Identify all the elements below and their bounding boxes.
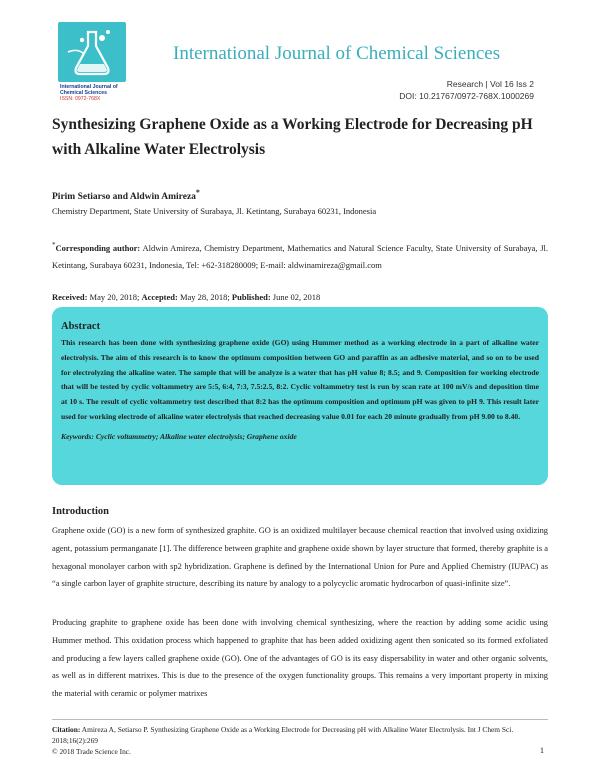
- received-date: May 20, 2018;: [89, 292, 140, 302]
- authors: [52, 188, 200, 202]
- footer-divider: [52, 719, 548, 720]
- abstract-text: This research has been done with synthesizing graphene oxide (GO) using Hummer method as a working electrode in a part of alkaline water electrolysis. The aim of this research is to know the optimum composition between GO and paraffin as an adhesive material, and so on to be used for electrolyzing the alkaline water. The sample that will be analyze is a water that has pH value 8; 8.5; and 9. Composition for working electrode that will be tested by cyclic voltammetry are 5:5, 6:4, 7:3, 7.5:2.5, 8:2. Cyclic voltammetry test is run by scan rate at 100 mV/s and deposition time at 10 s. The result of cyclic voltammetry test described that 8:2 has the optimum composition and optimum pH was given to pH 9. This result later used for working electrode of alkaline water electrolysis that reached decreasing value 0.01 for each 20 minute gradually from pH 9.00 to 8.40.: [61, 338, 539, 421]
- corresponding-author: [52, 237, 548, 274]
- logo-line-2: Chemical Sciences: [60, 90, 108, 96]
- intro-paragraph-1: Graphene oxide (GO) is a new form of synthesized graphite. GO is an oxidized multilayer because chemical reaction that involved using oxidizing agent, potassium permanganate [1]. The difference between graphite and graphene oxide shown by layer structure that formed, thereby graphite is a hexagonal monolayer carbon with sp2 hybridization. Graphene is defined by the International Union for Pure and Applied Chemistry (IUPAC) as “a single carbon layer of graphite structure, describing its nature by analogy to a polycyclic aromatic hydrocarbon of quasi-infinite size”.: [52, 526, 548, 589]
- article-title: Synthesizing Graphene Oxide as a Working Electrode for Decreasing pH with Alkaline Water Electrolysis: [52, 116, 533, 158]
- corr-mark: *: [52, 241, 56, 249]
- published-label: Published:: [231, 292, 271, 302]
- citation: [52, 724, 552, 757]
- keywords: [61, 432, 539, 441]
- author-names: Pirim Setiarso and Aldwin Amireza: [52, 192, 196, 203]
- introduction-heading: Introduction: [52, 506, 109, 517]
- article-dates: [52, 292, 320, 302]
- journal-name: International Journal of Chemical Sciences: [173, 43, 501, 64]
- article-meta: [399, 78, 534, 102]
- affiliation: Chemistry Department, State University of Surabaya, Jl. Ketintang, Surabaya 60231, Indonesia: [52, 206, 377, 216]
- citation-text: Amireza A, Setiarso P. Synthesizing Graphene Oxide as a Working Electrode for Decreasing pH with Alkaline Water Electrolysis. Int J Chem Sci. 2018;16(2):269: [52, 725, 514, 745]
- copyright: © 2018 Trade Science Inc.: [52, 747, 131, 756]
- page-number: 1: [539, 746, 544, 755]
- article-type: Research | Vol 16 Iss 2: [446, 79, 534, 89]
- author-mark: *: [195, 188, 200, 197]
- corr-label: Corresponding author:: [55, 242, 141, 253]
- corr-text: Aldwin Amireza, Chemistry Department, Mathematics and Natural Science Faculty, State University of Surabaya, Jl. Ketintang, Surabaya 60231, Indonesia, Tel: +62-318280009; E-mail: aldwinamireza@gmail.com: [52, 242, 549, 270]
- citation-label: Citation:: [52, 725, 81, 734]
- keywords-list: Cyclic voltammetry; Alkaline water electrolysis; Graphene oxide: [95, 431, 297, 441]
- logo-line-1: International Journal of: [60, 84, 118, 90]
- keywords-label: Keywords:: [61, 431, 94, 441]
- journal-logo: [58, 22, 126, 102]
- logo-issn: ISSN: 0972-768X: [60, 96, 101, 102]
- abstract-box: [52, 307, 548, 485]
- flask-logo-icon: [58, 22, 126, 82]
- doi[interactable]: DOI: 10.21767/0972-768X.1000269: [399, 91, 534, 101]
- received-label: Received:: [52, 292, 88, 302]
- published-date: June 02, 2018: [272, 292, 321, 302]
- accepted-date: May 28, 2018;: [179, 292, 230, 302]
- intro-paragraph-2: Producing graphite to graphene oxide has been done with involving chemical synthesizing, where the reaction by adding some acidic using Hummer method. This oxidation process which happened to graphite that has been added oxidizing agent then sonicated so its formed exfoliated and producing a few layers called graphene oxide (GO). One of the advantages of GO is its easy dispersability in water and other organic solvents, as well as in different matrixes. This is due to the presence of the oxygen functionality groups. This remains a very important property in mixing the material with ceramic or polymer matrixes: [52, 618, 548, 699]
- abstract-heading: Abstract: [61, 321, 101, 332]
- accepted-label: Accepted:: [141, 292, 178, 302]
